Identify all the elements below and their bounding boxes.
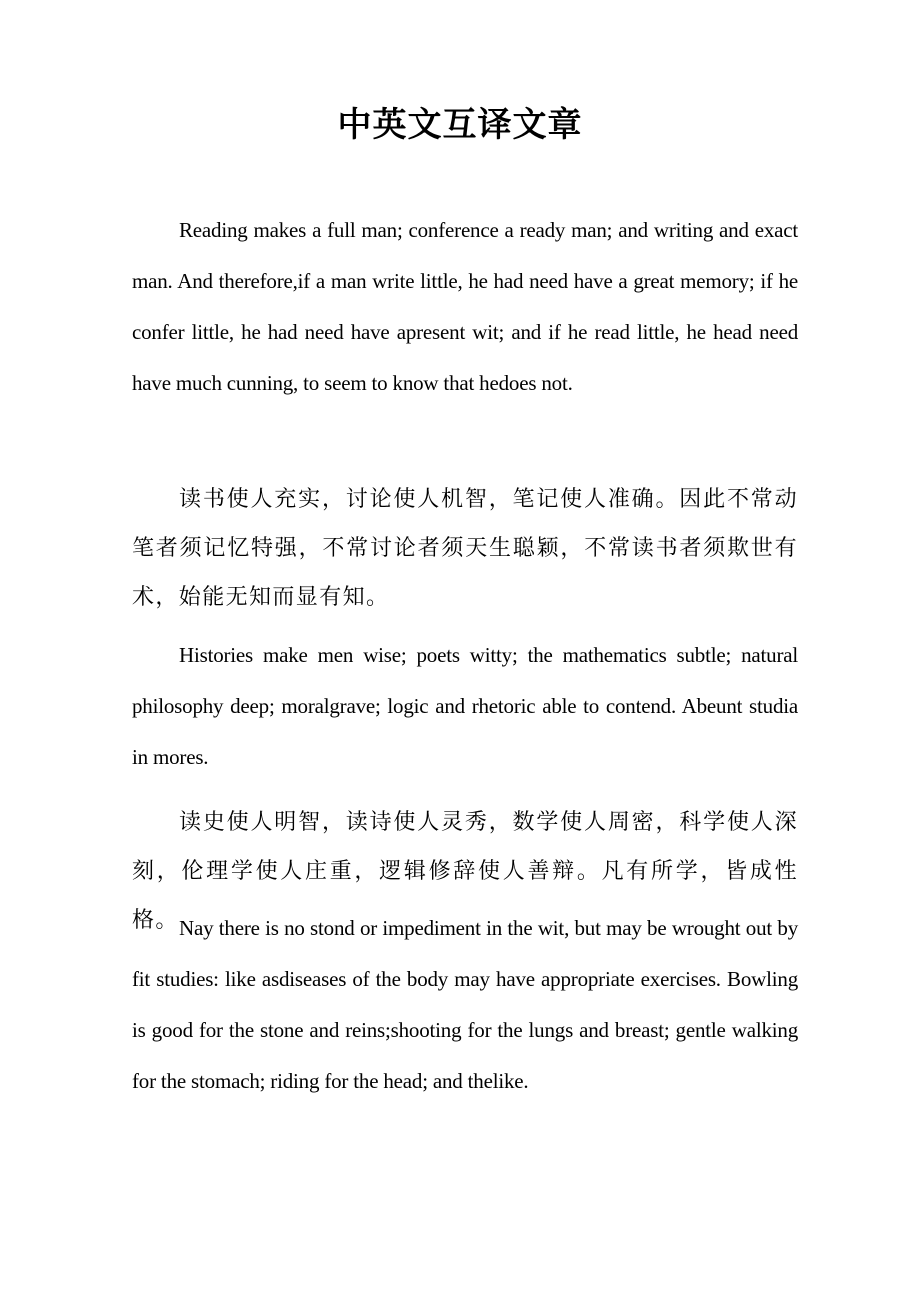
paragraph-english-2: Histories make men wise; poets witty; the mathematics subtle; natural philosophy deep; moralgrave; logic and rhetoric able to contend. Abeunt studia in mores.: [132, 643, 798, 769]
paragraph-english-1: Reading makes a full man; conference a ready man; and writing and exact man. And therefore,if a man write little, he had need have a great memory; if he confer little, he had need have apresent wit; and if he read little, he head need have much cunning, to seem to know that hedoes not.: [132, 218, 798, 395]
document-title: 中英文互译文章: [337, 105, 583, 145]
paragraph-chinese-2: 读史使人明智，读诗使人灵秀，数学使人周密，科学使人深刻，伦理学使人庄重，逻辑修辞使人善辩。凡有所学，皆成性格。: [132, 810, 798, 933]
paragraph-english-3: Nay there is no stond or impediment in the wit, but may be wrought out by fit studies: like asdiseases of the body may have appropriate exercises. Bowling is good for the stone and reins;shooting for the lungs and breast; gentle walking for the stomach; riding for the head; and thelike.: [132, 916, 798, 1093]
paragraph-chinese-1: 读书使人充实，讨论使人机智，笔记使人准确。因此不常动笔者须记忆特强，不常讨论者须天生聪颖，不常读书者须欺世有术，始能无知而显有知。: [132, 487, 798, 610]
